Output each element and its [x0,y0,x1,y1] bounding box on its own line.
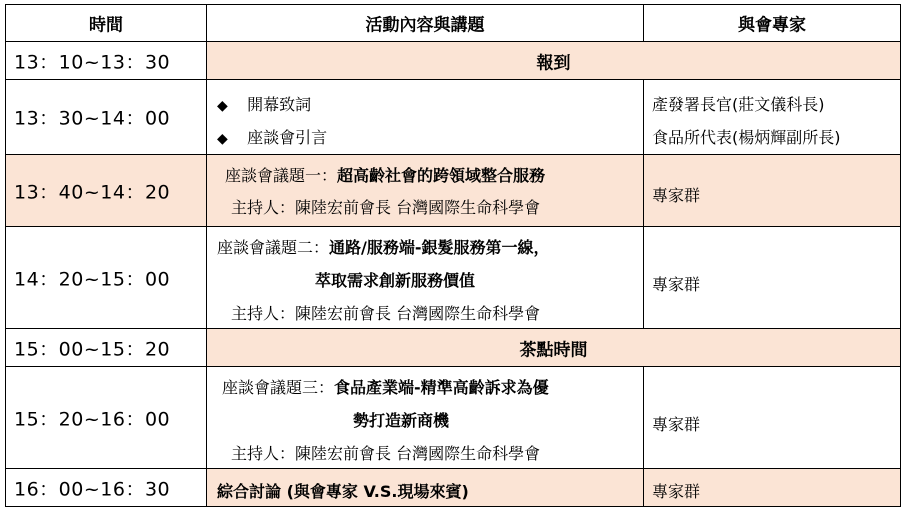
row-time: 16：00~16：30 [14,478,171,500]
expert-line: 專家群 [652,482,701,501]
diamond-bullet-icon: ◆ [217,131,228,147]
expert-line: 專家群 [652,415,701,434]
registration-label: 報到 [536,53,571,73]
table-row [5,41,901,79]
tea-break-label: 茶點時間 [519,340,588,360]
expert-line: 食品所代表(楊炳輝副所長) [652,128,841,147]
host-line: 主持人：陳陸宏前會長 台灣國際生命科學會 [231,198,541,217]
row-time: 13：10~13：30 [14,51,171,73]
list-item: ◆ 座談會引言 [217,128,328,147]
table-row [5,226,901,328]
list-item: ◆ 開幕致詞 [217,95,312,114]
expert-line: 專家群 [652,275,701,294]
row-time: 13：40~14：20 [14,181,171,203]
agenda-table [5,4,901,507]
header-content: 活動內容與講題 [365,15,485,36]
topic-title: 座談會議題三：食品產業端-精準高齡訴求為優 [222,378,549,397]
row-time: 15：00~15：20 [14,338,171,360]
expert-line: 產發署長官(莊文儀科長) [652,95,825,114]
row-time: 14：20~15：00 [14,268,171,290]
table-row [5,468,901,507]
topic-title-cont: 萃取需求創新服務價值 [315,271,476,290]
table-row [5,79,901,154]
diamond-bullet-icon: ◆ [217,98,228,114]
table-header-row [5,4,901,41]
topic-title: 座談會議題二：通路/服務端-銀髮服務第一線， [217,238,550,257]
topic-title: 座談會議題一：超高齡社會的跨領域整合服務 [225,166,546,185]
host-line: 主持人：陳陸宏前會長 台灣國際生命科學會 [231,304,541,323]
host-line: 主持人：陳陸宏前會長 台灣國際生命科學會 [231,444,541,463]
table-row [5,328,901,366]
expert-line: 專家群 [652,186,701,205]
header-time: 時間 [89,15,123,36]
table-row [5,154,901,226]
topic-title-cont: 勢打造新商機 [353,411,450,430]
table-row [5,366,901,468]
topic-title: 綜合討論 (與會專家 V.S.現場來賓) [217,482,469,501]
row-time: 13：30~14：00 [14,107,171,130]
header-experts: 與會專家 [738,15,806,36]
row-time: 15：20~16：00 [14,408,171,430]
